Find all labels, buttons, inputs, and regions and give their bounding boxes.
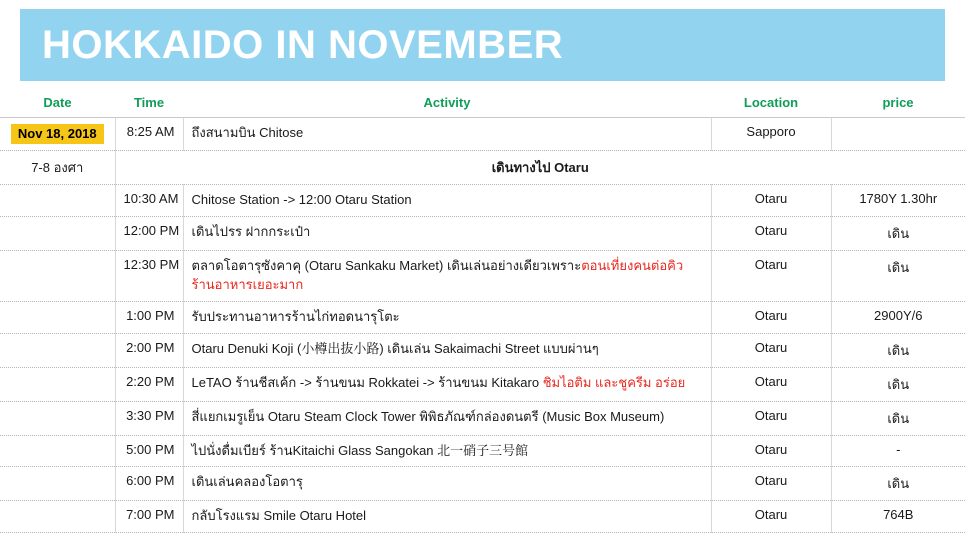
row-time: 3:30 PM — [115, 401, 183, 435]
table-header — [0, 89, 965, 118]
table-row — [0, 333, 965, 367]
column-header-location: Location — [711, 89, 831, 118]
date-badge: Nov 18, 2018 — [11, 124, 104, 144]
row-location: Otaru — [711, 301, 831, 333]
row-activity — [183, 367, 711, 401]
table-row — [0, 401, 965, 435]
row-time: 6:00 PM — [115, 467, 183, 501]
table-row — [0, 435, 965, 467]
row-location: Otaru — [711, 501, 831, 533]
table-row — [0, 467, 965, 501]
row-date — [0, 185, 115, 217]
row-location: Otaru — [711, 251, 831, 302]
row-location: Otaru — [711, 217, 831, 251]
row-time: 5:00 PM — [115, 435, 183, 467]
table-row — [0, 301, 965, 333]
activity-text: สี่แยกเมรูเย็น Otaru Steam Clock Tower พิพิธภัณฑ์กล่องดนตรี (Music Box Museum) — [191, 408, 665, 424]
page-banner — [20, 9, 945, 81]
row-price: 764B — [831, 501, 965, 533]
schedule-table — [0, 89, 965, 533]
table-row — [0, 367, 965, 401]
activity-highlight-text: ตอนเที่ยงคนต่อคิว ร้านอาหารเยอะมาก — [191, 258, 684, 292]
row-activity — [183, 435, 711, 467]
column-header-time: Time — [115, 89, 183, 118]
table-row — [0, 501, 965, 533]
row-location: Otaru — [711, 401, 831, 435]
row-time: 8:25 AM — [115, 118, 183, 151]
row-time: 2:20 PM — [115, 367, 183, 401]
row-activity — [183, 467, 711, 501]
row-activity — [183, 251, 711, 302]
row-date — [0, 401, 115, 435]
row-price: เดิน — [831, 467, 965, 501]
activity-text: กลับโรงแรม Smile Otaru Hotel — [191, 508, 367, 524]
row-location: Otaru — [711, 467, 831, 501]
table-row — [0, 251, 965, 302]
row-activity — [183, 333, 711, 367]
row-time: 2:00 PM — [115, 333, 183, 367]
table-row — [0, 118, 965, 151]
row-activity — [183, 185, 711, 217]
row-price: - — [831, 435, 965, 467]
row-date — [0, 301, 115, 333]
row-price: เดิน — [831, 217, 965, 251]
row-price — [831, 118, 965, 151]
row-date — [0, 435, 115, 467]
row-price: เดิน — [831, 401, 965, 435]
column-header-activity: Activity — [183, 89, 711, 118]
column-header-price: price — [831, 89, 965, 118]
activity-text: เดินไปรร ฝากกระเป๋า — [191, 224, 311, 240]
row-location: Sapporo — [711, 118, 831, 151]
row-date — [0, 333, 115, 367]
row-activity — [183, 217, 711, 251]
column-header-date: Date — [0, 89, 115, 118]
activity-text: เดินเล่นคลองโอตารุ — [191, 474, 303, 490]
row-activity — [183, 118, 711, 151]
row-activity — [183, 301, 711, 333]
table-row — [0, 185, 965, 217]
row-price: เดิน — [831, 251, 965, 302]
table-body — [0, 118, 965, 533]
activity-text: LeTAO ร้านชีสเค้ก -> ร้านขนม Rokkatei -> ร้านขนม Kitakaro — [191, 374, 543, 390]
row-activity — [183, 401, 711, 435]
row-location: Otaru — [711, 367, 831, 401]
row-time: 12:00 PM — [115, 217, 183, 251]
row-price: 1780Y 1.30hr — [831, 185, 965, 217]
row-time: 1:00 PM — [115, 301, 183, 333]
row-location: Otaru — [711, 185, 831, 217]
itinerary-page — [0, 9, 965, 530]
row-location: Otaru — [711, 333, 831, 367]
row-time: 12:30 PM — [115, 251, 183, 302]
row-time: 10:30 AM — [115, 185, 183, 217]
activity-text: ไปนั่งดื่มเบียร์ ร้านKitaichi Glass Sangokan 北一硝子三号館 — [191, 442, 529, 458]
activity-text: Otaru Denuki Koji (小樽出抜小路) เดินเล่น Sakaimachi Street แบบผ่านๆ — [191, 340, 599, 356]
table-row — [0, 217, 965, 251]
row-date — [0, 251, 115, 302]
row-section-label: เดินทางไป Otaru — [115, 151, 965, 185]
activity-text: Chitose Station -> 12:00 Otaru Station — [191, 192, 412, 208]
row-price: เดิน — [831, 367, 965, 401]
row-date — [0, 467, 115, 501]
row-activity — [183, 501, 711, 533]
table-row-subheader — [0, 151, 965, 185]
row-date — [0, 118, 115, 151]
page-title: HOKKAIDO IN NOVEMBER — [42, 23, 564, 67]
activity-text: ตลาดโอตารุซังคาคุ (Otaru Sankaku Market) เดินเล่นอย่างเดียวเพราะ — [191, 258, 582, 274]
row-time: 7:00 PM — [115, 501, 183, 533]
row-date — [0, 217, 115, 251]
row-price: 2900Y/6 — [831, 301, 965, 333]
row-date — [0, 367, 115, 401]
row-date: 7-8 องศา — [0, 151, 115, 185]
activity-text: รับประทานอาหารร้านไก่ทอดนารุโตะ — [191, 308, 400, 324]
row-location: Otaru — [711, 435, 831, 467]
row-date — [0, 501, 115, 533]
activity-highlight-text: ชิมไอติม และชูครีม อร่อย — [542, 374, 686, 390]
row-price: เดิน — [831, 333, 965, 367]
activity-text: ถึงสนามบิน Chitose — [191, 125, 304, 140]
